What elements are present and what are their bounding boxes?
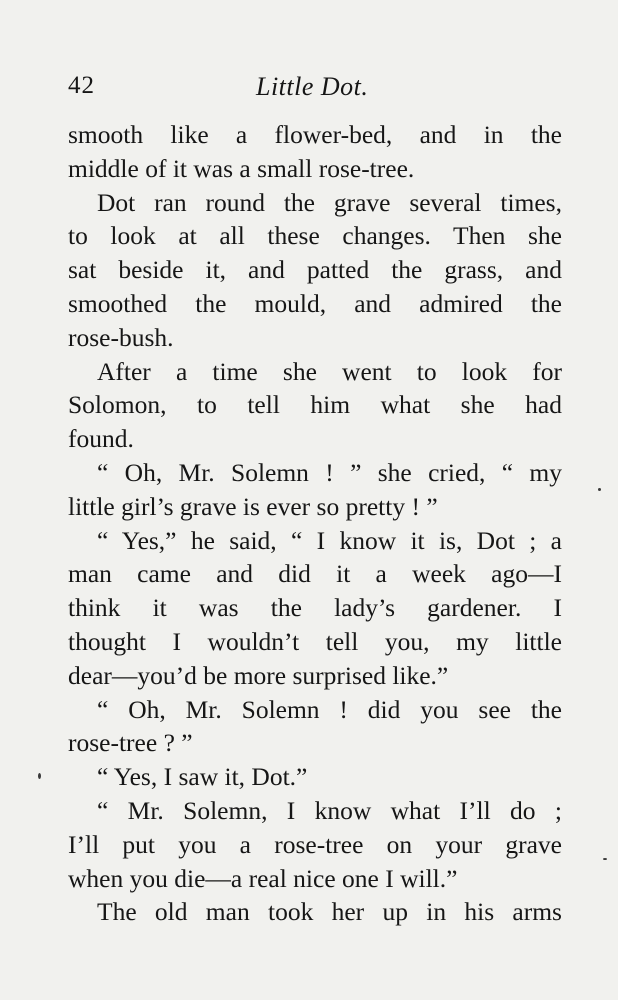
body-text — [68, 118, 562, 929]
text-line: I’ll put you a rose-tree on your grave — [68, 829, 562, 859]
print-speck — [598, 488, 601, 491]
text-line: Dot ran round the grave several times, — [97, 187, 562, 217]
text-line: sat beside it, and patted the grass, and — [68, 255, 562, 285]
text-line: thought I wouldn’t tell you, my little — [68, 626, 562, 656]
text-line: found. — [68, 424, 134, 454]
text-line: “ Oh, Mr. Solemn ! did you see the — [97, 694, 562, 724]
text-line: dear—you’d be more surprised like.” — [68, 660, 449, 690]
text-line: “ Mr. Solemn, I know what I’ll do ; — [97, 795, 562, 825]
text-line: to look at all these changes. Then she — [68, 221, 562, 251]
print-speck — [603, 858, 607, 860]
text-line: After a time she went to look for — [97, 356, 562, 386]
text-line: “ Oh, Mr. Solemn ! ” she cried, “ my — [97, 457, 562, 487]
text-line: when you die—a real nice one I will.” — [68, 863, 458, 893]
page-number: 42 — [68, 72, 95, 99]
text-line: man came and did it a week ago—I — [68, 559, 562, 589]
text-line: smoothed the mould, and admired the — [68, 288, 562, 318]
page-header — [68, 72, 558, 108]
text-line: “ Yes,” he said, “ I know it is, Dot ; a — [97, 525, 562, 555]
text-line: Solomon, to tell him what she had — [68, 390, 562, 420]
text-line: think it was the lady’s gardener. I — [68, 593, 562, 623]
text-line: “ Yes, I saw it, Dot.” — [97, 762, 308, 792]
running-title: Little Dot. — [256, 72, 369, 101]
text-line: The old man took her up in his arms — [97, 897, 562, 927]
print-speck — [38, 773, 41, 779]
text-line: rose-tree ? ” — [68, 728, 193, 758]
text-line: little girl’s grave is ever so pretty ! ” — [68, 491, 438, 521]
text-line: smooth like a flower-bed, and in the — [68, 120, 562, 149]
text-line: rose-bush. — [68, 322, 174, 352]
text-line: middle of it was a small rose-tree. — [68, 153, 415, 183]
